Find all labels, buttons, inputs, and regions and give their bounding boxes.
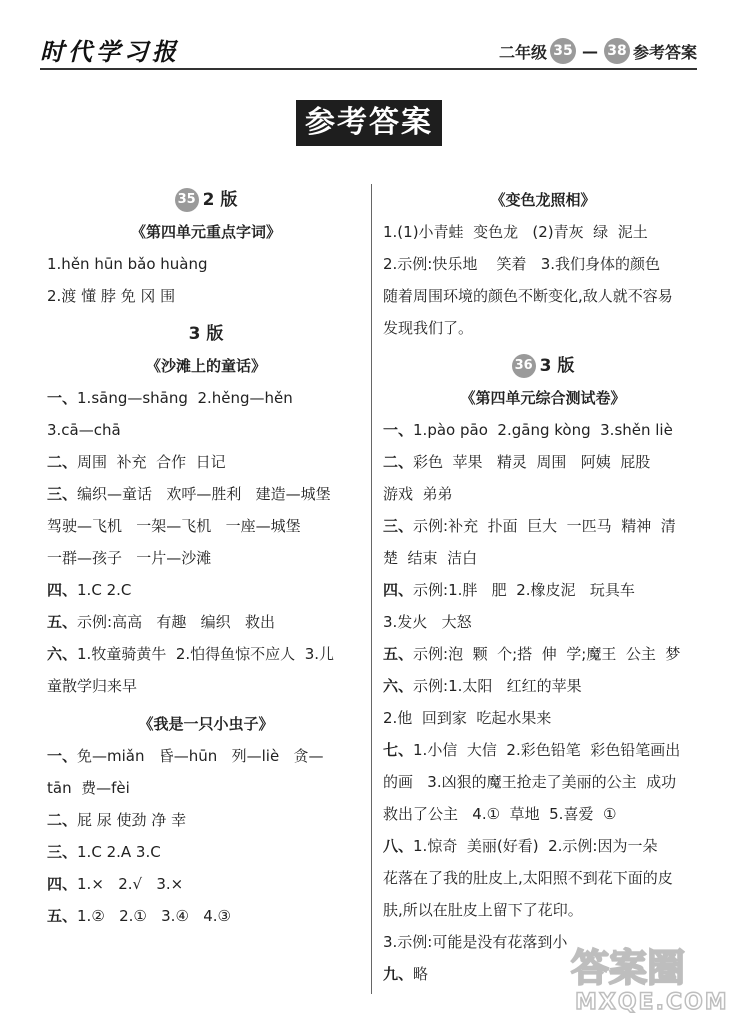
answer-line: 1.hěn hūn bǎo huàng <box>47 255 208 273</box>
answer-line: 救出了公主 4.① 草地 5.喜爱 ① <box>383 805 617 823</box>
answer-text: 屁 尿 使劲 净 幸 <box>77 811 187 829</box>
lesson-title: 《我是一只小虫子》 <box>138 715 274 733</box>
grade-label: 二年级 <box>498 42 547 62</box>
answer-line: 花落在了我的肚皮上,太阳照不到花下面的皮 <box>383 869 673 887</box>
answer-text: 示例:高高 有趣 编织 救出 <box>77 613 275 631</box>
question-number: 九、 <box>383 965 414 983</box>
answer-text: 1.牧童骑黄牛 2.怕得鱼惊不应人 3.儿 <box>77 645 335 663</box>
answer-text: 周围 补充 合作 日记 <box>77 453 226 471</box>
question-number: 三、 <box>47 843 78 861</box>
question-number: 七、 <box>383 741 414 759</box>
answer-line: 驾驶—飞机 一架—飞机 一座—城堡 <box>47 517 301 535</box>
answer-text: 示例:1.太阳 红红的苹果 <box>413 677 582 695</box>
question-number: 六、 <box>383 677 414 695</box>
version-label: 3 版 <box>188 324 224 344</box>
answer-line: 3.cā—chā <box>47 421 121 439</box>
answer-line <box>383 446 703 478</box>
question-number: 二、 <box>383 453 414 471</box>
edition-info <box>499 38 697 64</box>
answer-line <box>47 868 365 900</box>
answer-line <box>383 574 703 606</box>
question-number: 四、 <box>47 581 78 599</box>
section-heading-36 <box>383 350 703 382</box>
answer-line: 发现我们了。 <box>383 319 474 337</box>
question-number: 三、 <box>47 485 78 503</box>
answer-line: 随着周围环境的颜色不断变化,敌人就不容易 <box>383 287 673 305</box>
answer-text: 1.小信 大信 2.彩色铅笔 彩色铅笔画出 <box>413 741 681 759</box>
answer-line <box>47 804 365 836</box>
answer-text: 示例:1.胖 肥 2.橡皮泥 玩具车 <box>413 581 635 599</box>
answer-line <box>47 478 365 510</box>
question-number: 五、 <box>383 645 414 663</box>
answer-line: 3.示例:可能是没有花落到小 <box>383 933 568 951</box>
answer-line <box>47 446 365 478</box>
answer-text: 1.C 2.A 3.C <box>77 843 161 861</box>
answer-line <box>47 382 365 414</box>
question-number: 三、 <box>383 517 414 535</box>
answer-text: 示例:补充 扑面 巨大 一匹马 精神 清 <box>413 517 676 535</box>
answer-line: 楚 结束 洁白 <box>383 549 478 567</box>
page-title: 参考答案 <box>296 100 442 146</box>
question-number: 二、 <box>47 811 78 829</box>
answers-label: 参考答案 <box>632 42 697 62</box>
left-column <box>47 184 365 932</box>
answer-text: 1.② 2.① 3.④ 4.③ <box>77 907 231 925</box>
question-number: 五、 <box>47 613 78 631</box>
issue-badge: 35 <box>175 188 199 212</box>
lesson-title: 《沙滩上的童话》 <box>145 357 266 375</box>
question-number: 四、 <box>383 581 414 599</box>
answer-text: 略 <box>413 965 429 983</box>
answer-text: 彩色 苹果 精灵 周围 阿姨 屁股 <box>413 453 651 471</box>
answer-line: 2.示例:快乐地 笑着 3.我们身体的颜色 <box>383 255 661 273</box>
answer-text: 1.pào pāo 2.gāng kòng 3.shěn liè <box>413 421 673 439</box>
watermark-text: 答案圈 <box>571 946 686 990</box>
answer-line <box>383 734 703 766</box>
answer-line: 3.发火 大怒 <box>383 613 472 631</box>
question-number: 一、 <box>383 421 414 439</box>
section-heading-v3 <box>47 318 365 350</box>
answer-line: 2.他 回到家 吃起水果来 <box>383 709 552 727</box>
question-number: 四、 <box>47 875 78 893</box>
question-number: 八、 <box>383 837 414 855</box>
question-number: 一、 <box>47 747 78 765</box>
answer-line <box>47 574 365 606</box>
answer-line: 的画 3.凶狠的魔王抢走了美丽的公主 成功 <box>383 773 677 791</box>
answer-line <box>47 606 365 638</box>
lesson-title: 《第四单元重点字词》 <box>130 223 281 241</box>
answer-text: 1.C 2.C <box>77 581 132 599</box>
answer-line: 肤,所以在肚皮上留下了花印。 <box>383 901 583 919</box>
watermark-url: MXQE.COM <box>575 990 729 1015</box>
version-label: 2 版 <box>202 190 238 210</box>
answer-line: 游戏 弟弟 <box>383 485 453 503</box>
question-number: 六、 <box>47 645 78 663</box>
section-heading-35 <box>47 184 365 216</box>
answer-line: 一群—孩子 一片—沙滩 <box>47 549 212 567</box>
question-number: 五、 <box>47 907 78 925</box>
lesson-title: 《变色龙照相》 <box>490 191 596 209</box>
column-divider <box>371 184 372 994</box>
answer-text: 1.sāng—shāng 2.hěng—hěn <box>77 389 293 407</box>
issue-from-badge: 35 <box>550 38 576 64</box>
answer-line <box>383 670 703 702</box>
answer-line <box>383 510 703 542</box>
answer-text: 示例:泡 颗 个;搭 伸 学;魔王 公主 梦 <box>413 645 681 663</box>
answer-line <box>47 900 365 932</box>
answer-text: 1.× 2.√ 3.× <box>77 875 184 893</box>
issue-dash: — <box>581 41 598 61</box>
answer-line: 1.(1)小青蛙 变色龙 (2)青灰 绿 泥土 <box>383 223 648 241</box>
answer-line <box>383 830 703 862</box>
answer-line <box>47 740 365 772</box>
answer-text: 免—miǎn 昏—hūn 列—liè 贪— <box>77 747 324 765</box>
newspaper-brand: 时代学习报 <box>40 37 180 66</box>
right-column <box>383 184 703 990</box>
answer-line <box>383 638 703 670</box>
issue-badge: 36 <box>512 354 536 378</box>
answer-line <box>383 958 703 990</box>
answer-line: 2.渡 懂 脖 免 冈 围 <box>47 287 176 305</box>
answer-line <box>47 638 365 670</box>
issue-to-badge: 38 <box>604 38 630 64</box>
answer-line <box>47 836 365 868</box>
question-number: 一、 <box>47 389 78 407</box>
answer-line <box>383 414 703 446</box>
answer-line: 童散学归来早 <box>47 677 138 695</box>
version-label: 3 版 <box>539 356 575 376</box>
lesson-title: 《第四单元综合测试卷》 <box>460 389 626 407</box>
page-header <box>40 30 697 70</box>
question-number: 二、 <box>47 453 78 471</box>
answer-text: 编织—童话 欢呼—胜利 建造—城堡 <box>77 485 331 503</box>
answer-text: 1.惊奇 美丽(好看) 2.示例:因为一朵 <box>413 837 658 855</box>
answer-line: tān 费—fèi <box>47 779 130 797</box>
